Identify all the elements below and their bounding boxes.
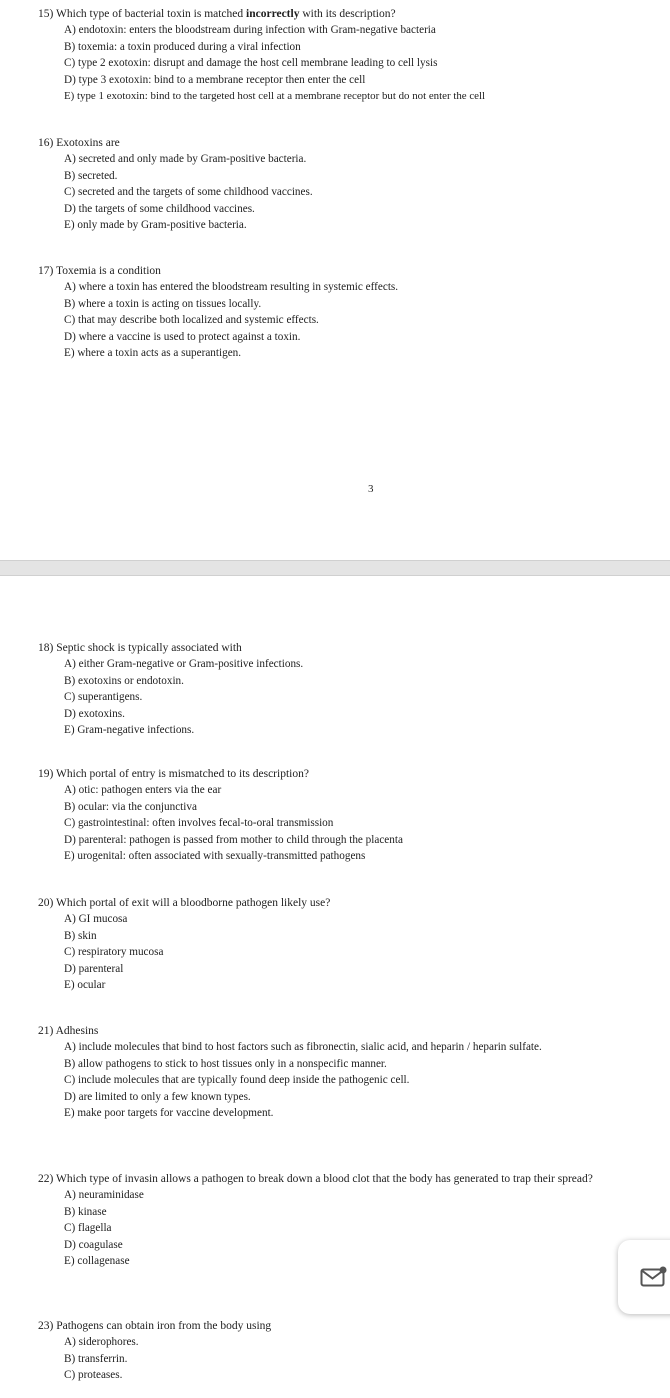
option-d: D) parenteral: pathogen is passed from mother to child through the placenta <box>64 833 403 846</box>
question-text: 15) Which type of bacterial toxin is matched incorrectly with its description? <box>38 8 396 20</box>
option-a: A) endotoxin: enters the bloodstream during infection with Gram-negative bacteria <box>64 24 436 36</box>
answer-options <box>38 1334 666 1384</box>
option-c: C) flagella <box>64 1222 112 1234</box>
mail-icon <box>640 1266 668 1288</box>
option-e: E) Gram-negative infections. <box>64 724 195 736</box>
emphasized-word: incorrectly <box>246 8 300 20</box>
document-page-4 <box>0 576 670 1398</box>
answer-options <box>38 782 666 865</box>
question-23 <box>38 1318 666 1384</box>
option-a: A) neuraminidase <box>64 1189 144 1201</box>
option-e: E) urogenital: often associated with sexually-transmitted pathogens <box>64 850 366 862</box>
option-d: D) type 3 exotoxin: bind to a membrane receptor then enter the cell <box>64 73 366 86</box>
answer-options <box>38 1039 666 1122</box>
option-c: C) that may describe both localized and systemic effects. <box>64 314 319 326</box>
answer-options <box>38 911 666 994</box>
question-text: 22) Which type of invasin allows a pathogen to break down a blood clot that the body has generated to trap their spread? <box>38 1173 593 1185</box>
answer-options <box>38 1187 666 1270</box>
page-number: 3 <box>368 483 374 495</box>
answer-options <box>38 22 666 105</box>
option-e: E) collagenase <box>64 1255 130 1267</box>
option-a: A) otic: pathogen enters via the ear <box>64 784 222 796</box>
option-d: D) are limited to only a few known types. <box>64 1090 251 1103</box>
question-15 <box>38 6 666 105</box>
question-text: 23) Pathogens can obtain iron from the body using <box>38 1320 272 1332</box>
question-text: 21) Adhesins <box>38 1025 99 1037</box>
option-c: C) respiratory mucosa <box>64 946 164 958</box>
option-b: B) where a toxin is acting on tissues locally. <box>64 297 262 310</box>
option-c: C) secreted and the targets of some childhood vaccines. <box>64 186 313 198</box>
option-a: A) where a toxin has entered the bloodstream resulting in systemic effects. <box>64 281 399 293</box>
option-d: D) parenteral <box>64 962 124 975</box>
option-c: C) superantigens. <box>64 691 143 703</box>
page-separator <box>0 560 670 576</box>
option-b: B) allow pathogens to stick to host tissues only in a nonspecific manner. <box>64 1057 387 1070</box>
option-e: E) ocular <box>64 979 106 991</box>
option-b: B) secreted. <box>64 169 118 182</box>
option-e: E) where a toxin acts as a superantigen. <box>64 347 242 359</box>
question-19 <box>38 766 666 865</box>
question-20 <box>38 895 666 994</box>
option-a: A) siderophores. <box>64 1336 139 1348</box>
question-22 <box>38 1171 666 1270</box>
option-a: A) GI mucosa <box>64 913 128 925</box>
question-text: 16) Exotoxins are <box>38 137 120 149</box>
option-e: E) type 1 exotoxin: bind to the targeted host cell at a membrane receptor but do not enter the cell <box>64 90 486 102</box>
option-e: E) make poor targets for vaccine development. <box>64 1107 274 1119</box>
option-d: D) exotoxins. <box>64 707 125 720</box>
option-d: D) coagulase <box>64 1238 123 1251</box>
question-21 <box>38 1023 666 1122</box>
option-b: B) transferrin. <box>64 1352 128 1365</box>
question-16 <box>38 135 666 234</box>
option-d: D) where a vaccine is used to protect against a toxin. <box>64 330 301 343</box>
question-text: 19) Which portal of entry is mismatched to its description? <box>38 768 309 780</box>
option-e: E) only made by Gram-positive bacteria. <box>64 219 247 231</box>
option-b: B) kinase <box>64 1205 107 1218</box>
option-c: C) type 2 exotoxin: disrupt and damage the host cell membrane leading to cell lysis <box>64 57 438 69</box>
question-18 <box>38 640 666 739</box>
question-17 <box>38 263 666 362</box>
answer-options <box>38 656 666 739</box>
option-c: C) gastrointestinal: often involves fecal-to-oral transmission <box>64 817 334 829</box>
question-text: 20) Which portal of exit will a bloodborne pathogen likely use? <box>38 897 331 909</box>
option-c: C) proteases. <box>64 1369 123 1381</box>
option-a: A) secreted and only made by Gram-positive bacteria. <box>64 153 307 165</box>
answer-options <box>38 279 666 362</box>
question-text: 18) Septic shock is typically associated with <box>38 642 242 654</box>
option-a: A) include molecules that bind to host factors such as fibronectin, sialic acid, and heparin / heparin sulfate. <box>64 1041 542 1053</box>
option-b: B) skin <box>64 929 97 942</box>
option-c: C) include molecules that are typically found deep inside the pathogenic cell. <box>64 1074 410 1086</box>
option-b: B) ocular: via the conjunctiva <box>64 800 197 813</box>
option-b: B) toxemia: a toxin produced during a viral infection <box>64 40 301 53</box>
question-text: 17) Toxemia is a condition <box>38 265 161 277</box>
document-page-3 <box>0 0 670 560</box>
option-d: D) the targets of some childhood vaccines. <box>64 202 255 215</box>
answer-options <box>38 151 666 234</box>
option-a: A) either Gram-negative or Gram-positive infections. <box>64 658 304 670</box>
mail-button[interactable] <box>618 1240 670 1314</box>
option-b: B) exotoxins or endotoxin. <box>64 674 184 687</box>
